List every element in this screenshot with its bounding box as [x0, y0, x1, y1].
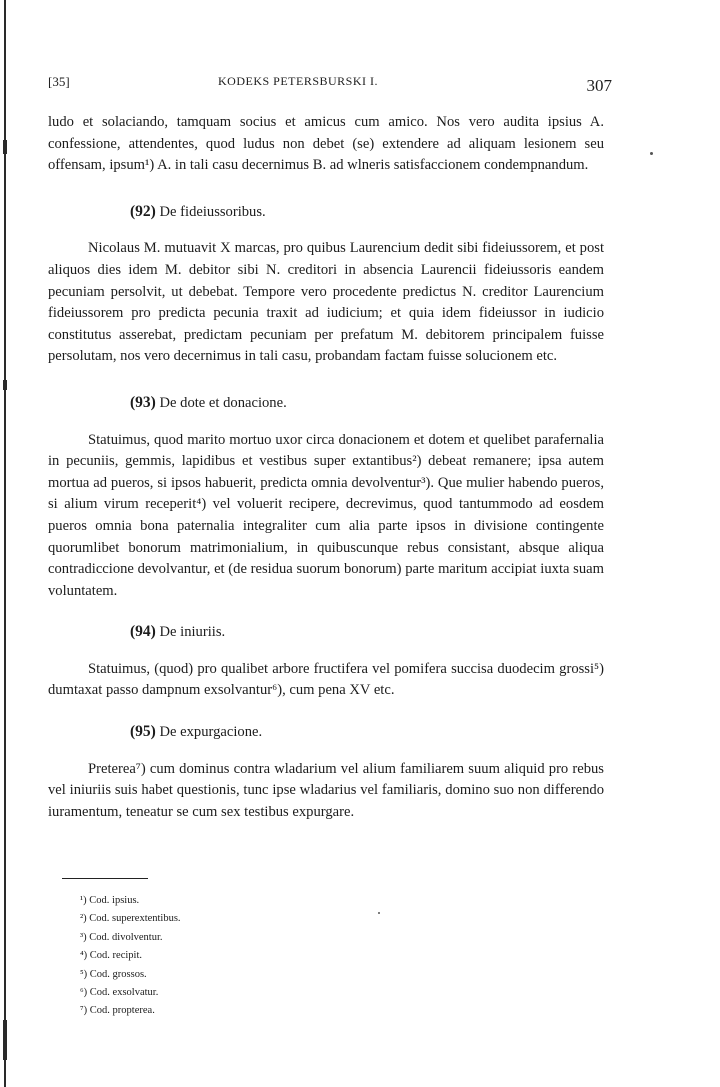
paragraph: Preterea⁷) cum dominus contra wladarium vel alium familiarem suum aliquid pro rebus vel iniuriis suis habet questionis, tunc ipse wladarius vel familiaris, domino suo non differendo iuramentum, teneatur se cum sex testibus expurgare. — [48, 760, 604, 820]
footnote — [80, 947, 181, 965]
page-number: 307 — [586, 76, 612, 95]
footnote — [80, 984, 181, 1002]
footnote — [80, 1002, 181, 1020]
scan-speck — [378, 912, 380, 914]
footnote-mark: ²) — [80, 913, 87, 925]
footnotes — [80, 892, 181, 1021]
paragraph: Statuimus, (quod) pro qualibet arbore fructifera vel pomifera succisa duodecim grossi⁵) dumtaxat passo dampnum exsolvantur⁶), cum pena XV etc. — [48, 660, 604, 699]
footnote-mark: ³) — [80, 931, 87, 943]
footnote-rule — [62, 878, 148, 879]
section-heading — [48, 721, 604, 744]
footnote-text: Cod. ipsius. — [89, 895, 140, 906]
footnote — [80, 910, 181, 928]
footnote-mark: ⁶) — [80, 987, 88, 999]
footnote-text: Cod. superextentibus. — [89, 913, 181, 925]
section-heading — [48, 621, 604, 644]
section-number: (95) — [130, 723, 156, 741]
section-title: De expurgacione. — [159, 724, 263, 741]
footnote-text: Cod. exsolvatur. — [89, 987, 159, 999]
footnote — [80, 929, 181, 947]
page-signature: [35] — [48, 74, 70, 89]
binding-mark — [3, 140, 7, 154]
paragraph: Nicolaus M. mutuavit X marcas, pro quibus Laurencium dedit sibi fideiussorem, et post aliquos dies idem M. debitor sibi N. creditori in absencia Laurencii fideiussoris eandem pecuniam persolvit, ut debebat. Tempore vero procedente predictus N. creditor Laurencium fideiussorem pro predicta pecunia traxit ad iudicium; et quia idem fideiussor in iudicio constitutus asserebat, predictam pecuniam per prefatum M. debitorem principalem fuisse persolutam, nos vero decernimus in tali casu, probandam factam fuisse solucionem etc. — [48, 240, 604, 365]
running-title: KODEKS PETERSBURSKI I. — [218, 74, 379, 88]
footnote-text: Cod. propterea. — [89, 1005, 155, 1017]
footnote — [80, 966, 181, 984]
footnote-mark: ⁴) — [80, 950, 88, 962]
section-heading — [48, 201, 604, 224]
section-number: (92) — [130, 202, 156, 220]
section-title: De dote et donacione. — [159, 394, 287, 411]
page-header — [48, 66, 620, 96]
main-text — [48, 112, 604, 823]
binding-mark — [3, 1020, 7, 1060]
binding-mark — [3, 380, 7, 390]
footnote — [80, 892, 181, 910]
footnote-mark: ⁷) — [80, 1005, 88, 1017]
footnote-text: Cod. divolventur. — [89, 931, 163, 943]
section-number: (94) — [130, 623, 156, 641]
section-number: (93) — [130, 393, 156, 411]
paragraph: ludo et solaciando, tamquam socius et amicus cum amico. Nos vero audita ipsius A. confessione, attendentes, quod ludus non debet (se) extendere ad aliquam lesionem seu offensam, ipsum¹) A. in tali casu decernimus B. ad wlneris satisfaccionem condempnandum. — [48, 114, 604, 174]
scan-speck — [650, 152, 653, 155]
section-title: De fideiussoribus. — [159, 203, 266, 220]
paragraph: Statuimus, quod marito mortuo uxor circa donacionem et dotem et quelibet parafernalia in pecuniis, gemmis, lapidibus et vestibus super extantibus²) debeat remanere; ipsa autem mortua ad pueros, si ipsos habuerit, predicta omnia devolventur³). Que mulier habendo pueros, si alium virum receperit⁴) vel voluerit recipere, decrevimus, quod tantummodo ad eosdem pueros omnia bona paternalia integraliter cum alia parte ipsos in divisione contingente quorumlibet bonorum matrimonialium, in quibuscunque rebus consistant, absque aliqua contradiccione devolvantur, et (de residua suorum bonorum) parte maritum accipiat iuxta suam voluntatem. — [48, 431, 604, 599]
footnote-text: Cod. grossos. — [89, 968, 147, 980]
section-heading — [48, 392, 604, 415]
binding-edge — [4, 0, 6, 1087]
footnote-mark: ⁵) — [80, 968, 88, 980]
footnote-mark: ¹) — [80, 895, 87, 906]
footnote-text: Cod. recipit. — [89, 950, 142, 962]
section-title: De iniuriis. — [159, 624, 226, 641]
